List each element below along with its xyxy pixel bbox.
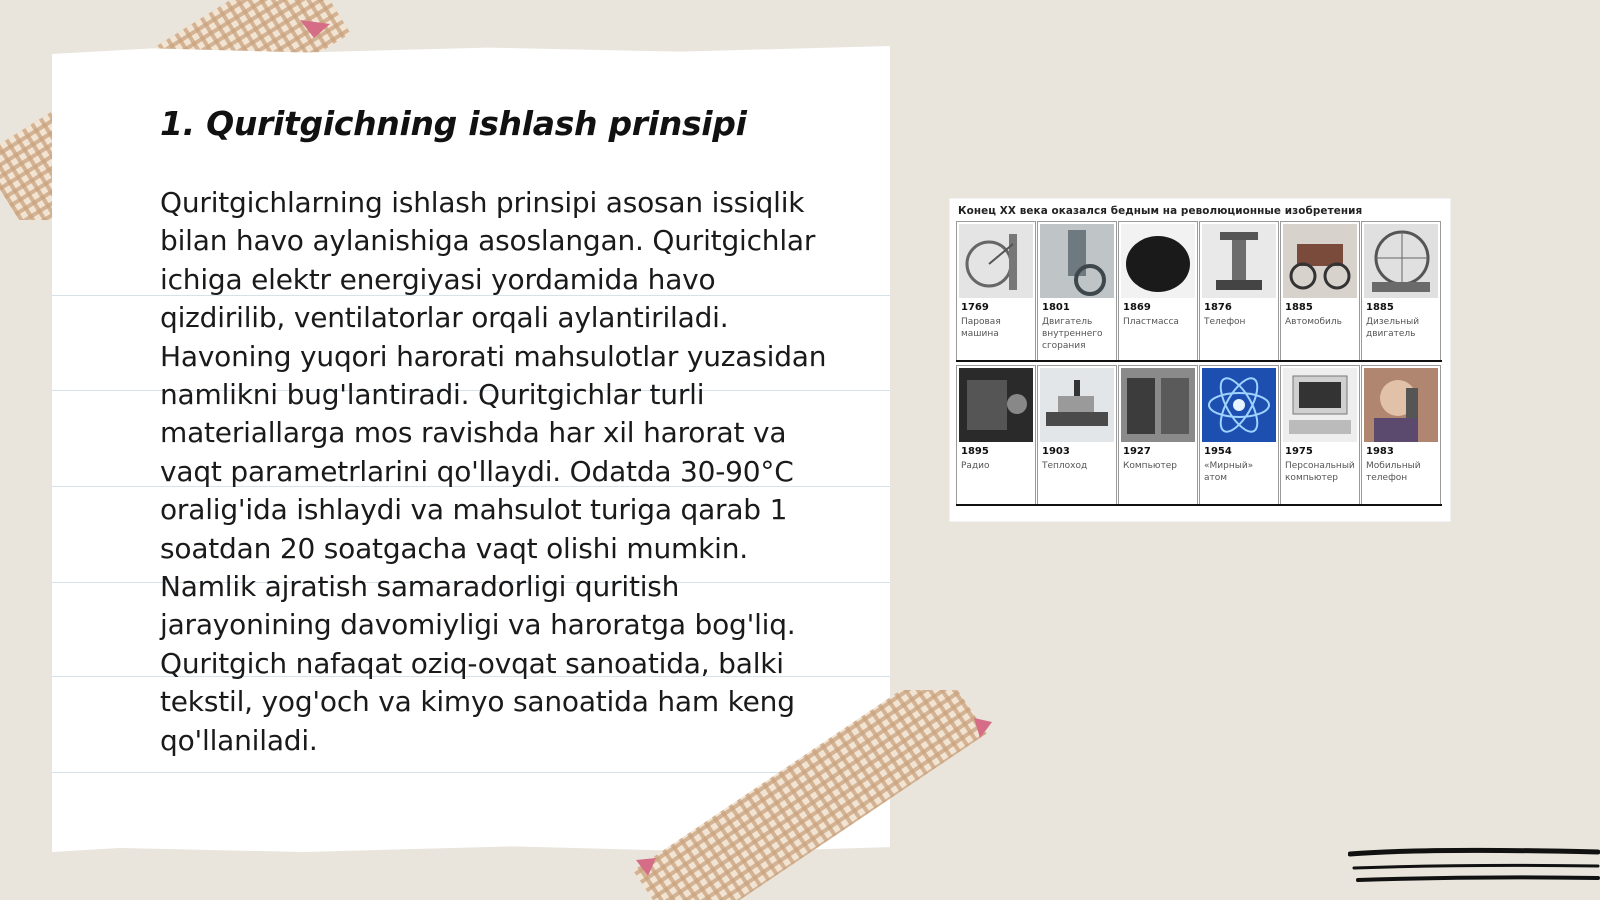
timeline-year: 1927 [1123,446,1151,457]
timeline-year: 1975 [1285,446,1313,457]
timeline-arrow-1 [956,360,1442,362]
slide-title: 1. Quritgichning ishlash prinsipi [160,104,747,143]
timeline-label: Автомобиль [1285,317,1342,327]
timeline-heading: Конец XX века оказался бедным на революционные изобретения [958,205,1363,217]
timeline-year: 1801 [1042,302,1070,313]
timeline-item [1037,221,1117,361]
steam-engine-icon [959,224,1033,298]
timeline-item [1361,221,1441,361]
timeline-label: Компьютер [1123,461,1177,471]
slide-body-text: Quritgichlarning ishlash prinsipi asosan issiqlik bilan havo aylanishiga asoslangan. Quritgichlar ichiga elektr energiyasi yordamida havo qizdirilib, ventilatorlar orqali aylantiriladi. Havoning yuqori harorati mahsulotlar yuzasidan namlikni bug'lantiradi. Quritgichlar turli materiallarga mos ravishda har xil harorat va vaqt parametrlarini qo'llaydi. Odatda 30-90°C oralig'ida ishlaydi va mahsulot turiga qarab 1 soatdan 20 soatgacha vaqt olishi mumkin. Namlik ajratish samaradorligi quritish jarayonining davomiyligi va haroratga bog'liq. Quritgich nafaqat oziq-ovqat sanoatida, balki tekstil, yog'och va kimyo sanoatida ham keng qo'llaniladi. [160,186,827,757]
timeline-label: Пластмасса [1123,317,1179,327]
engine-icon [1040,224,1114,298]
timeline-item [1118,221,1198,361]
timeline-item [956,221,1036,361]
timeline-item [1037,365,1117,505]
washi-tape-bottom [630,690,1000,900]
timeline-year: 1869 [1123,302,1151,313]
timeline-year: 1885 [1285,302,1313,313]
timeline-label: «Мирный» атом [1204,461,1254,483]
timeline-item [1280,365,1360,505]
timeline-row-1 [956,221,1442,361]
timeline-row-2 [956,365,1442,505]
timeline-label: Теплоход [1042,461,1088,471]
timeline-year: 1954 [1204,446,1232,457]
timeline-label: Паровая машина [961,317,1001,339]
timeline-label: Мобильный телефон [1366,461,1421,483]
motor-ship-icon [1040,368,1114,442]
timeline-item [956,365,1036,505]
timeline-label: Телефон [1204,317,1246,327]
radio-icon [959,368,1033,442]
brush-stripes-decoration [1348,846,1600,894]
mobile-phone-icon [1364,368,1438,442]
timeline-label: Персональный компьютер [1285,461,1355,483]
timeline-year: 1885 [1366,302,1394,313]
timeline-arrow-2 [956,504,1442,506]
timeline-year: 1983 [1366,446,1394,457]
personal-computer-icon [1283,368,1357,442]
telephone-icon [1202,224,1276,298]
timeline-year: 1895 [961,446,989,457]
timeline-label: Двигатель внутреннего сгорания [1042,317,1103,351]
plastic-icon [1121,224,1195,298]
timeline-year: 1769 [961,302,989,313]
timeline-item [1118,365,1198,505]
automobile-icon [1283,224,1357,298]
inventions-timeline-image [950,199,1450,521]
timeline-item [1199,365,1279,505]
timeline-year: 1903 [1042,446,1070,457]
timeline-label: Дизельный двигатель [1366,317,1420,339]
timeline-item [1280,221,1360,361]
timeline-year: 1876 [1204,302,1232,313]
atom-icon [1202,368,1276,442]
timeline-item [1199,221,1279,361]
computer-icon [1121,368,1195,442]
diesel-engine-icon [1364,224,1438,298]
timeline-label: Радио [961,461,990,471]
timeline-item [1361,365,1441,505]
